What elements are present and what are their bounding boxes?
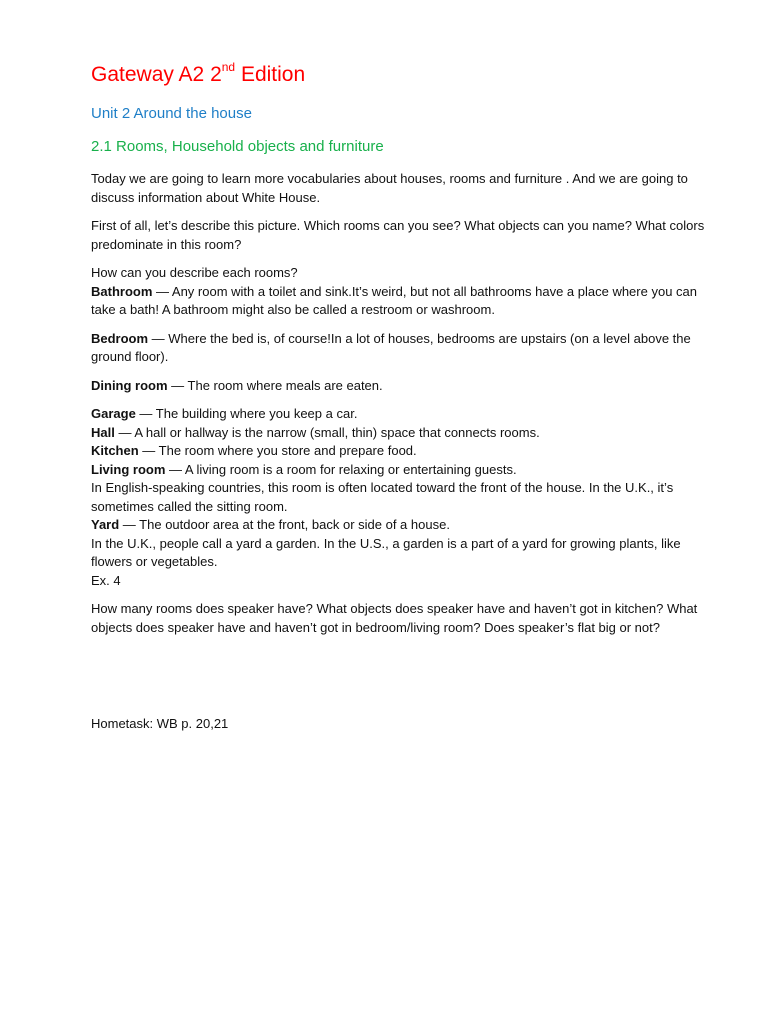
document-page [91,52,721,744]
yard-term: Yard [91,517,120,532]
bedroom-definition [91,330,721,367]
rooms-list-block [91,405,721,590]
yard-def: — The outdoor area at the front, back or side of a house. [119,517,450,532]
document-title [91,52,721,90]
kitchen-definition [91,442,721,461]
section-heading: 2.1 Rooms, Household objects and furniture [91,138,384,155]
listening-questions: How many rooms does speaker have? What objects does speaker have and haven’t got in kitchen? What objects does speaker have and haven’t got in bedroom/living room? Does speaker’s flat big or not? [91,601,698,635]
question-line: How can you describe each rooms? [91,265,298,280]
bathroom-term: Bathroom [91,283,153,299]
dining-term: Dining room [91,377,168,393]
living-room-def: — A living room is a room for relaxing or entertaining guests. [165,461,517,477]
describe-paragraph: First of all, let’s describe this picture. Which rooms can you see? What objects can you name? What colors predominate in this room? [91,218,705,252]
bathroom-block [91,264,721,320]
living-room-term: Living room [91,461,166,477]
dining-definition [91,377,721,396]
hall-definition [91,424,721,443]
hall-def: — A hall or hallway is the narrow (small, thin) space that connects rooms. [114,424,540,440]
title-suffix: Edition [235,63,306,86]
intro-paragraph: Today we are going to learn more vocabularies about houses, rooms and furniture . And we are going to discuss information about White House. [91,171,688,205]
yard-note: In the U.K., people call a yard a garden. In the U.S., a garden is a part of a yard for growing plants, like flowers or vegetables. [91,535,681,569]
living-room-definition [91,461,721,480]
title-superscript: nd [221,60,236,74]
spacer [91,647,721,715]
dining-def: — The room where meals are eaten. [167,377,383,393]
hall-term: Hall [91,424,115,440]
unit-heading: Unit 2 Around the house [91,105,252,122]
exercise-label: Ex. 4 [91,572,121,588]
bathroom-def: — Any room with a toilet and sink.It’s weird, but not all bathrooms have a place where you can take a bath! A bathroom might also be called a restroom or washroom. [91,283,697,317]
title-text: Gateway A2 2 [91,63,222,86]
garage-definition [91,405,721,424]
garage-def: — The building where you keep a car. [135,406,358,421]
living-room-note: In English-speaking countries, this room is often located toward the front of the house. In the U.K., it’s sometimes called the sitting room. [91,480,674,514]
kitchen-def: — The room where you store and prepare food. [138,443,417,458]
bathroom-definition [91,283,721,320]
yard-definition [91,516,721,535]
bedroom-def: — Where the bed is, of course!In a lot of houses, bedrooms are upstairs (on a level above the ground floor). [91,330,691,364]
bedroom-term: Bedroom [91,330,149,346]
hometask-line: Hometask: WB p. 20,21 [91,716,229,731]
garage-term: Garage [91,406,136,421]
kitchen-term: Kitchen [91,443,139,458]
